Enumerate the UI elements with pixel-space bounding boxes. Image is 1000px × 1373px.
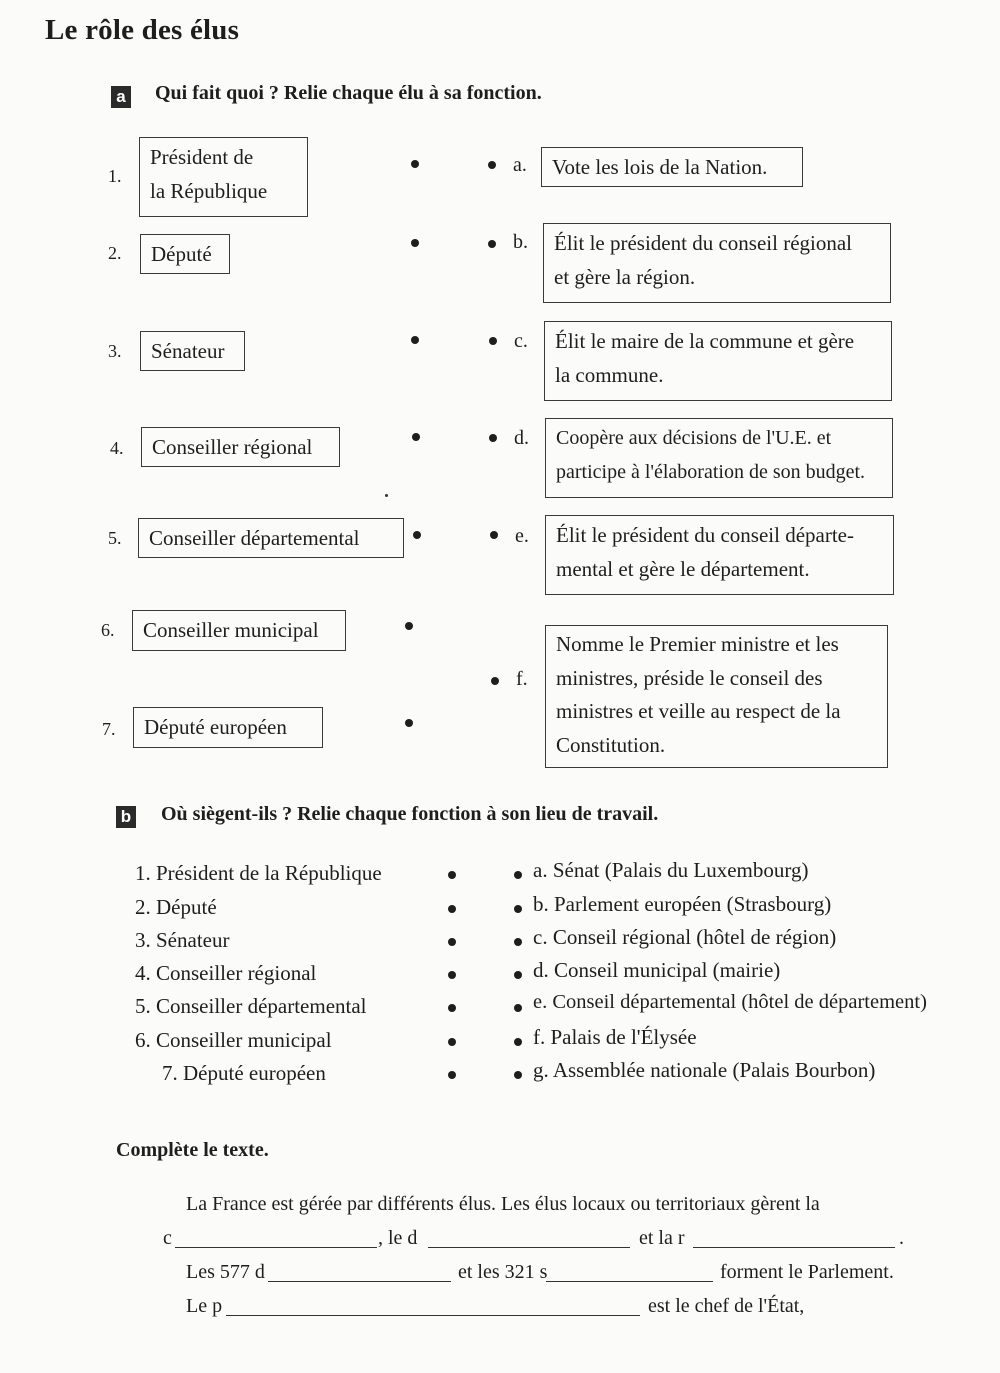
blank-commune[interactable] [175,1247,377,1248]
connect-dot[interactable] [514,871,522,879]
elu-box-depute-europeen: Député européen [133,707,323,748]
fonction-box-a: Vote les lois de la Nation. [541,147,803,187]
connect-dot[interactable] [489,337,497,345]
connect-dot[interactable] [405,719,413,727]
connect-dot[interactable] [490,531,498,539]
elu-box-senateur: Sénateur [140,331,245,371]
b-fonction-item: 2. Député [135,895,217,919]
b-lieu-item: b. Parlement européen (Strasbourg) [533,892,832,916]
blank-departement[interactable] [428,1247,630,1248]
elu-box-depute: Député [140,234,230,274]
text-line-1: La France est gérée par différents élus. Les élus locaux ou territoriaux gèrent la [186,1193,820,1215]
b-fonction-item: 7. Député européen [162,1061,326,1085]
fonction-box-b: Élit le président du conseil régional et gère la région. [543,223,891,303]
text-line-3-b: et les 321 s [458,1261,548,1283]
section-a-instruction: Qui fait quoi ? Relie chaque élu à sa fonction. [155,82,542,104]
fonction-box-e: Élit le président du conseil départe- mental et gère le département. [545,515,894,595]
fonction-letter: d. [514,427,529,449]
elu-number: 3. [108,341,122,361]
b-fonction-item: 5. Conseiller départemental [135,994,367,1018]
connect-dot[interactable] [514,971,522,979]
text-line-4-a: Le p [186,1295,223,1317]
section-c-instruction: Complète le texte. [116,1139,269,1161]
section-b-badge: b [116,806,136,828]
text-line-2-c: c [163,1227,172,1249]
connect-dot[interactable] [488,161,496,169]
connect-dot[interactable] [514,1038,522,1046]
connect-dot[interactable] [514,1071,522,1079]
elu-box-conseiller-regional: Conseiller régional [141,427,340,467]
fonction-letter: f. [516,668,528,690]
page-title: Le rôle des élus [45,14,240,46]
b-fonction-item: 1. Président de la République [135,861,382,885]
elu-number: 7. [102,719,116,739]
connect-dot[interactable] [405,622,413,630]
elu-number: 6. [101,620,115,640]
fonction-box-d: Coopère aux décisions de l'U.E. et participe à l'élaboration de son budget. [545,418,893,498]
blank-senateurs[interactable] [546,1281,713,1282]
connect-dot[interactable] [411,239,419,247]
connect-dot[interactable] [514,938,522,946]
connect-dot[interactable] [411,336,419,344]
connect-dot[interactable] [413,531,421,539]
connect-dot[interactable] [489,434,497,442]
elu-number: 1. [108,166,122,186]
connect-dot[interactable] [448,1004,456,1012]
section-a-badge: a [111,86,131,108]
b-lieu-item: e. Conseil départemental (hôtel de département) [533,991,927,1013]
b-fonction-item: 4. Conseiller régional [135,961,317,985]
b-lieu-item: g. Assemblée nationale (Palais Bourbon) [533,1058,876,1082]
connect-dot[interactable] [448,905,456,913]
fonction-box-c: Élit le maire de la commune et gère la commune. [544,321,892,401]
text-line-3-a: Les 577 d [186,1261,265,1283]
stray-mark [385,494,388,497]
text-line-2-d: , le d [378,1227,418,1249]
connect-dot[interactable] [448,871,456,879]
connect-dot[interactable] [412,433,420,441]
elu-box-conseiller-departemental: Conseiller départemental [138,518,404,558]
connect-dot[interactable] [448,971,456,979]
blank-deputes[interactable] [268,1281,451,1282]
connect-dot[interactable] [488,240,496,248]
b-fonction-item: 6. Conseiller municipal [135,1028,332,1052]
b-lieu-item: a. Sénat (Palais du Luxembourg) [533,858,809,882]
connect-dot[interactable] [411,160,419,168]
b-fonction-item: 3. Sénateur [135,928,230,952]
connect-dot[interactable] [514,1004,522,1012]
fonction-letter: a. [513,154,527,176]
blank-region[interactable] [693,1247,895,1248]
fonction-box-f: Nomme le Premier ministre et les ministres, préside le conseil des ministres et veille au respect de la Constitution. [545,625,888,768]
blank-president[interactable] [226,1315,640,1316]
elu-number: 4. [110,438,124,458]
text-line-3-c: forment le Parlement. [720,1261,894,1283]
text-line-4-b: est le chef de l'État, [648,1295,805,1317]
section-b-instruction: Où siègent-ils ? Relie chaque fonction à son lieu de travail. [161,803,659,825]
b-lieu-item: c. Conseil régional (hôtel de région) [533,925,837,949]
elu-box-conseiller-municipal: Conseiller municipal [132,610,346,651]
connect-dot[interactable] [448,1038,456,1046]
connect-dot[interactable] [491,677,499,685]
elu-number: 5. [108,528,122,548]
connect-dot[interactable] [514,905,522,913]
fonction-letter: c. [514,330,528,352]
fonction-letter: e. [515,525,529,547]
b-lieu-item: f. Palais de l'Élysée [533,1025,697,1049]
text-line-2-r: et la r [639,1227,685,1249]
b-lieu-item: d. Conseil municipal (mairie) [533,958,781,982]
fonction-letter: b. [513,231,528,253]
connect-dot[interactable] [448,1071,456,1079]
elu-box-president: Président de la République [139,137,308,217]
text-line-2-end: . [899,1227,904,1249]
connect-dot[interactable] [448,938,456,946]
elu-number: 2. [108,243,122,263]
